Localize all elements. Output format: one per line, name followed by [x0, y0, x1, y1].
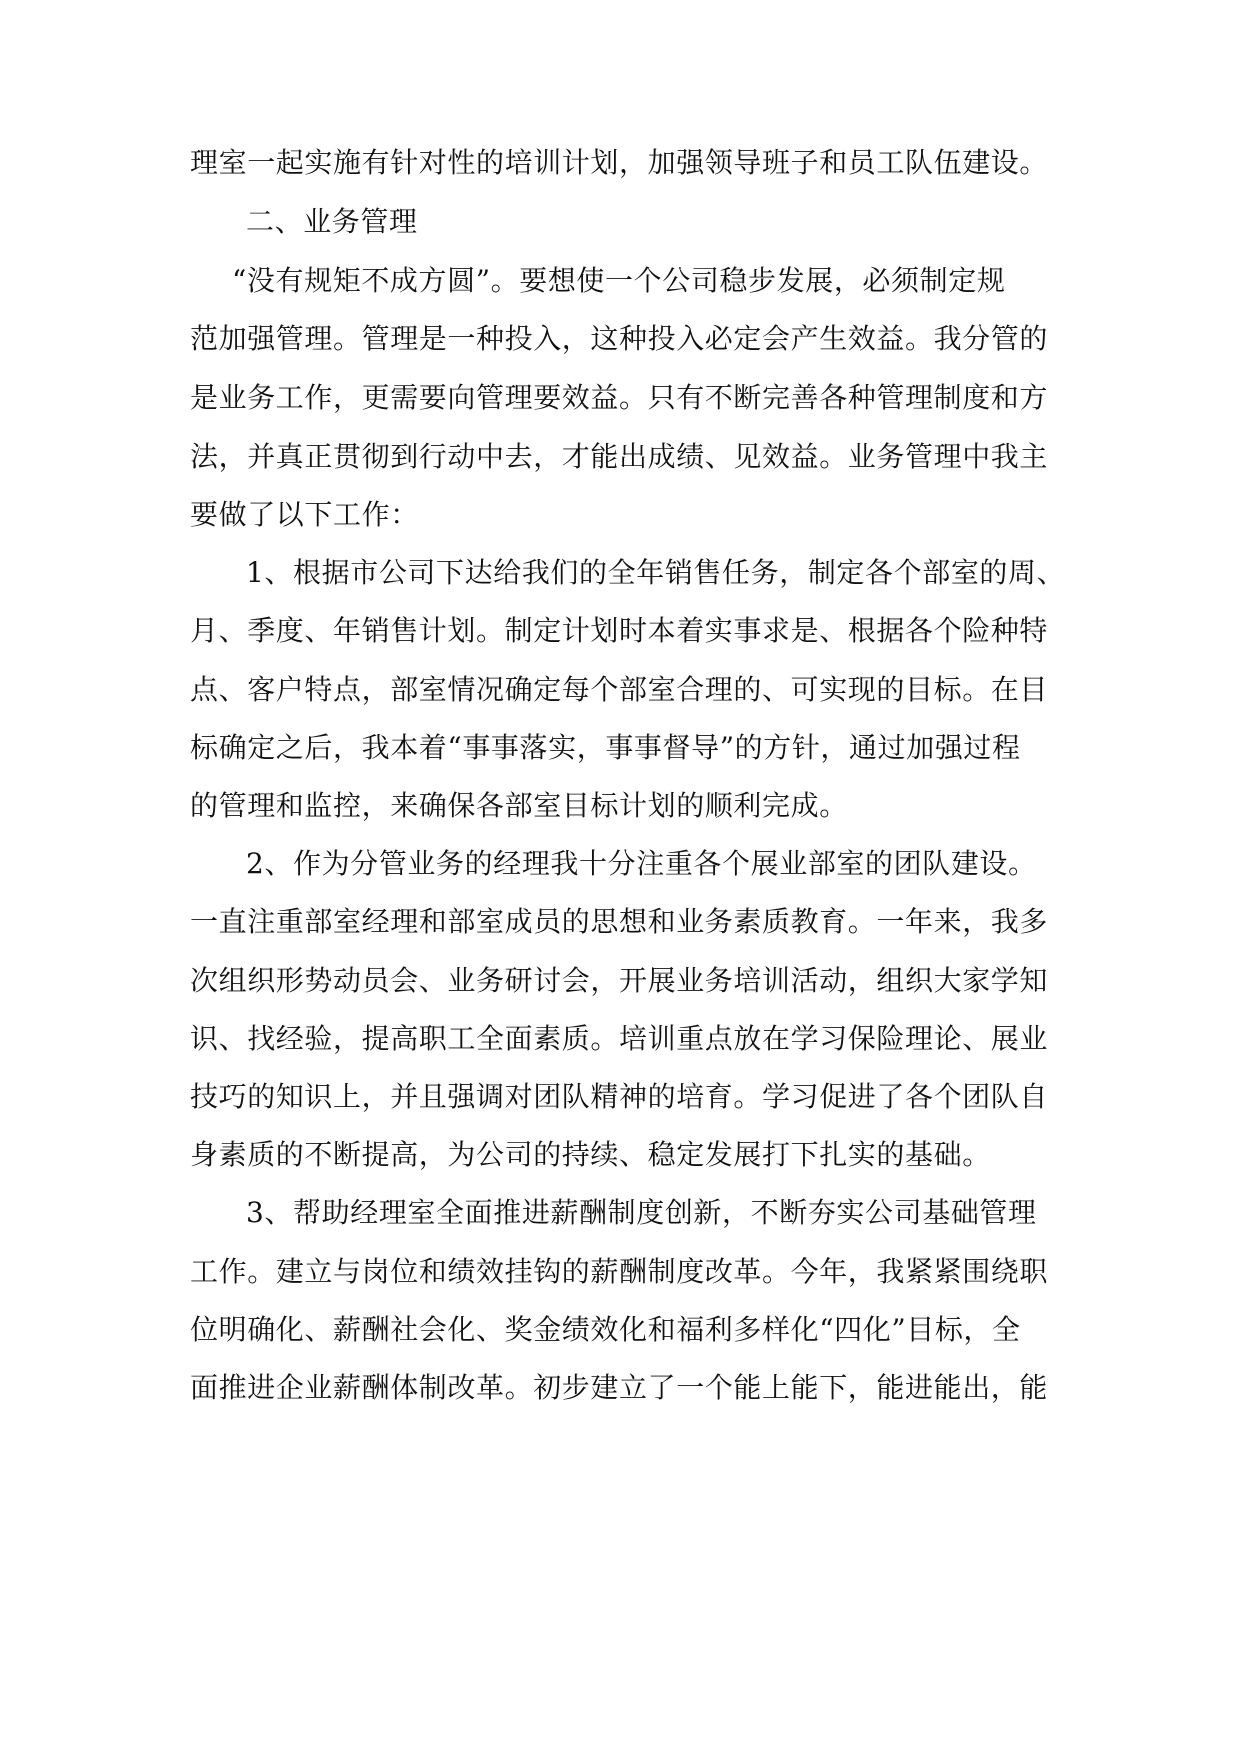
text-line: 月、季度、年销售计划。制定计划时本着实事求是、根据各个险种特 [190, 614, 1049, 647]
text-line: 位明确化、薪酬社会化、奖金绩效化和福利多样化“四化”目标，全 [190, 1313, 1021, 1346]
text-line: 的管理和监控，来确保各部室目标计划的顺利完成。 [190, 789, 848, 822]
text-line: 2、作为分管业务的经理我十分注重各个展业部室的团队建设。 [246, 847, 1037, 880]
text-line: 1、根据市公司下达给我们的全年销售任务，制定各个部室的周、 [246, 556, 1066, 589]
text-line: 一直注重部室经理和部室成员的思想和业务素质教育。一年来，我多 [190, 905, 1049, 938]
section-heading: 二、业务管理 [246, 205, 418, 238]
text-line: 识、找经验，提高职工全面素质。培训重点放在学习保险理论、展业 [190, 1022, 1049, 1055]
text-line: 是业务工作，更需要向管理要效益。只有不断完善各种管理制度和方 [190, 381, 1049, 414]
text-line: 理室一起实施有针对性的培训计划，加强领导班子和员工队伍建设。 [190, 146, 1049, 179]
text-line: 面推进企业薪酬体制改革。初步建立了一个能上能下，能进能出，能 [190, 1371, 1049, 1404]
text-line: 法，并真正贯彻到行动中去，才能出成绩、见效益。业务管理中我主 [190, 440, 1049, 473]
text-line: 工作。建立与岗位和绩效挂钩的薪酬制度改革。今年，我紧紧围绕职 [190, 1255, 1049, 1288]
text-line: 范加强管理。管理是一种投入，这种投入必定会产生效益。我分管的 [190, 322, 1049, 355]
text-line: 3、帮助经理室全面推进薪酬制度创新，不断夯实公司基础管理 [246, 1196, 1037, 1229]
text-line: “没有规矩不成方圆”。要想使一个公司稳步发展，必须制定规 [232, 264, 1006, 297]
text-line: 次组织形势动员会、业务研讨会，开展业务培训活动，组织大家学知 [190, 964, 1049, 997]
text-line: 身素质的不断提高，为公司的持续、稳定发展打下扎实的基础。 [190, 1138, 991, 1171]
text-line: 点、客户特点，部室情况确定每个部室合理的、可实现的目标。在目 [190, 673, 1049, 706]
text-line: 要做了以下工作： [190, 498, 419, 531]
text-line: 技巧的知识上，并且强调对团队精神的培育。学习促进了各个团队自 [190, 1080, 1049, 1113]
text-line: 标确定之后，我本着“事事落实，事事督导”的方针，通过加强过程 [190, 731, 1021, 764]
